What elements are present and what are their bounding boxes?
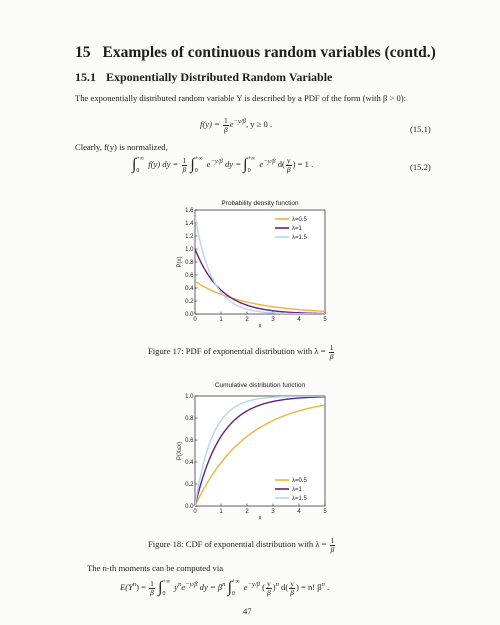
legend-label: λ=1.5: [292, 496, 307, 503]
integral-sign: ∫: [190, 156, 195, 173]
y-tick-label: 0.0: [185, 504, 194, 510]
eq3-fraction-2: [266, 580, 272, 596]
y-tick-label: 0.4: [185, 286, 194, 292]
section-heading: [75, 44, 436, 62]
y-tick-label: 0.8: [185, 416, 194, 422]
integral-sign: ∫: [132, 156, 137, 173]
legend-label: λ=0.5: [292, 217, 307, 224]
y-tick-label: 1.0: [185, 394, 194, 400]
eq3-body6-sup: n: [275, 581, 279, 589]
section-number: 15: [75, 44, 91, 61]
x-tick-label: 3: [271, 509, 275, 515]
fig17-frac-num: 1: [329, 343, 334, 352]
x-tick-label: 5: [323, 317, 327, 323]
integral-sign: ∫: [158, 579, 163, 596]
x-tick-label: 0: [193, 317, 197, 323]
eq2-part4: e: [259, 158, 264, 169]
eq2-limits-2: [195, 153, 203, 177]
x-axis-label: x: [258, 323, 262, 330]
x-tick-label: 5: [323, 509, 327, 515]
integral-sign: ∫: [243, 156, 248, 173]
y-tick-label: 0.4: [185, 460, 194, 466]
integral-sign: ∫: [227, 579, 232, 596]
x-tick-label: 4: [297, 317, 301, 323]
chart-title: Probability density function: [221, 200, 299, 207]
eq3-body2: e: [181, 581, 186, 592]
section-title: Examples of continuous random variables (contd.): [102, 44, 436, 61]
eq3-body-exp: −y/β: [185, 581, 198, 589]
page-number: 47: [243, 606, 252, 616]
eq3-body3: dy = β: [199, 581, 223, 592]
eq3-body7: d(: [281, 581, 289, 592]
eq3-upper: +∞: [162, 579, 171, 585]
eq3-frac2-den: β: [266, 587, 271, 597]
y-tick-label: 0.8: [185, 260, 194, 266]
eq3-upper-2: +∞: [231, 579, 240, 585]
y-tick-label: 1.0: [185, 247, 194, 253]
eq3-body4: e: [243, 581, 248, 592]
fig17-fraction: [329, 344, 335, 360]
eq2-part6: ) = 1 .: [292, 158, 314, 169]
eq1-fraction: [223, 117, 229, 133]
y-tick-label: 1.4: [185, 221, 194, 227]
y-tick-label: 0.2: [185, 299, 194, 305]
eq2-lower-3: 0: [247, 168, 251, 174]
eq2-frac-num: 1: [182, 156, 187, 165]
eq2-exp2: −y/β: [263, 158, 276, 166]
eq1-exp: −y/β: [233, 118, 246, 126]
eq3-body4-exp: −y/β: [247, 581, 260, 589]
eq3-body-sup: n: [178, 581, 182, 589]
eq2-lower-2: 0: [194, 168, 198, 174]
x-tick-label: 3: [271, 317, 275, 323]
eq3-frac-num: 1: [150, 579, 154, 588]
y-tick-label: 0.2: [185, 482, 194, 488]
y-tick-label: 1.2: [185, 234, 194, 240]
equation-number-15-1: (15.1): [410, 124, 431, 134]
eq3-frac-den: β: [150, 587, 154, 597]
figure-17-caption: [148, 344, 335, 360]
fig18-frac-den: β: [330, 544, 335, 554]
equation-15-1: [200, 117, 272, 133]
eq3-body6: ): [272, 581, 276, 592]
eq3-limits: [162, 576, 170, 600]
eq3-lower: 0: [162, 591, 166, 597]
y-axis-label: P(x): [177, 256, 183, 268]
eq3-lhs-end: ) =: [136, 581, 146, 592]
eq2-lower: 0: [136, 168, 140, 174]
x-tick-label: 1: [219, 317, 223, 323]
eq3-fraction-3: [289, 580, 295, 596]
eq1-exp-base: e: [229, 118, 234, 129]
eq3-lower-2: 0: [231, 591, 235, 597]
eq3-body: y: [174, 581, 179, 592]
eq2-upper-3: +∞: [247, 156, 256, 162]
equation-15-2: [132, 153, 313, 177]
eq3-fraction: [149, 580, 155, 596]
subsection-number: 15.1: [75, 70, 96, 84]
eq2-part5: d(: [277, 158, 285, 169]
eq3-end-sup: n: [321, 581, 325, 589]
eq2-upper-2: +∞: [194, 156, 203, 162]
plot-area: [195, 210, 325, 314]
subsection-heading: [75, 70, 332, 85]
eq2-frac-den: β: [182, 164, 187, 174]
intro-paragraph: The exponentially distributed random variable Y is described by a PDF of the form (with β > 0):: [75, 93, 407, 103]
eq2-frac2-num: y: [286, 156, 291, 165]
x-tick-label: 2: [245, 509, 249, 515]
legend-label: λ=0.5: [292, 478, 307, 485]
eq2-exp: −y/β: [210, 158, 223, 166]
x-tick-label: 1: [219, 509, 223, 515]
eq3-body8: ) = n! β: [295, 581, 322, 592]
eq3-limits-2: [232, 576, 240, 600]
eq3-lhs-sup: n: [132, 581, 137, 589]
fig18-caption-text: Figure 18: CDF of exponential distribution with λ =: [148, 538, 327, 549]
eq2-part2: e: [206, 158, 211, 169]
legend-label: λ=1: [292, 487, 302, 494]
eq2-part3: dy =: [224, 158, 242, 169]
subsection-title: Exponentially Distributed Random Variable: [106, 70, 333, 84]
moments-intro: The n-th moments can be computed via: [87, 563, 224, 573]
eq2-part1: f(y) dy =: [148, 158, 179, 169]
y-tick-label: 0.6: [185, 273, 194, 279]
eq2-limits-3: [248, 153, 256, 177]
x-tick-label: 2: [245, 317, 249, 323]
eq2-limits: [136, 153, 144, 177]
equation-moments: [120, 576, 329, 600]
chart-title: Cumulative distribution function: [214, 382, 306, 389]
eq3-lhs: E(Y: [120, 581, 133, 592]
pdf-chart: [168, 196, 338, 336]
fig17-caption-text: Figure 17: PDF of exponential distribution with λ =: [148, 345, 326, 356]
eq3-beta-sup: n: [222, 581, 226, 589]
plot-area: [195, 396, 325, 506]
y-tick-label: 0.6: [185, 438, 194, 444]
eq3-end: .: [324, 581, 330, 592]
eq2-fraction: [182, 157, 188, 173]
legend-label: λ=1: [292, 226, 302, 233]
eq2-fraction-2: [286, 157, 292, 173]
x-tick-label: 0: [193, 509, 197, 515]
eq3-body5: (: [262, 581, 265, 592]
eq3-frac2-num: y: [266, 579, 271, 588]
cdf-chart: [168, 378, 338, 523]
eq2-frac2-den: β: [286, 164, 291, 174]
eq1-lhs: f(y) =: [200, 118, 220, 129]
y-tick-label: 1.6: [185, 208, 194, 214]
fig18-fraction: [330, 537, 336, 553]
figure-18-caption: [148, 537, 336, 553]
y-axis-label: P(X≤x): [177, 441, 183, 461]
legend-label: λ=1.5: [292, 235, 307, 242]
eq1-condition: , y ≥ 0 .: [245, 118, 273, 129]
y-tick-label: 0.0: [185, 312, 194, 318]
normalized-sentence: Clearly, f(y) is normalized,: [75, 142, 168, 152]
equation-number-15-2: (15.2): [410, 162, 431, 172]
eq2-upper: +∞: [136, 156, 145, 162]
eq1-frac-den: β: [224, 124, 228, 134]
eq1-frac-num: 1: [224, 116, 228, 125]
x-axis-label: x: [258, 515, 262, 522]
x-tick-label: 4: [297, 509, 301, 515]
eq3-frac3-num: y: [290, 579, 294, 588]
fig18-frac-num: 1: [330, 536, 335, 545]
fig17-frac-den: β: [329, 351, 334, 361]
eq3-frac3-den: β: [290, 587, 294, 597]
